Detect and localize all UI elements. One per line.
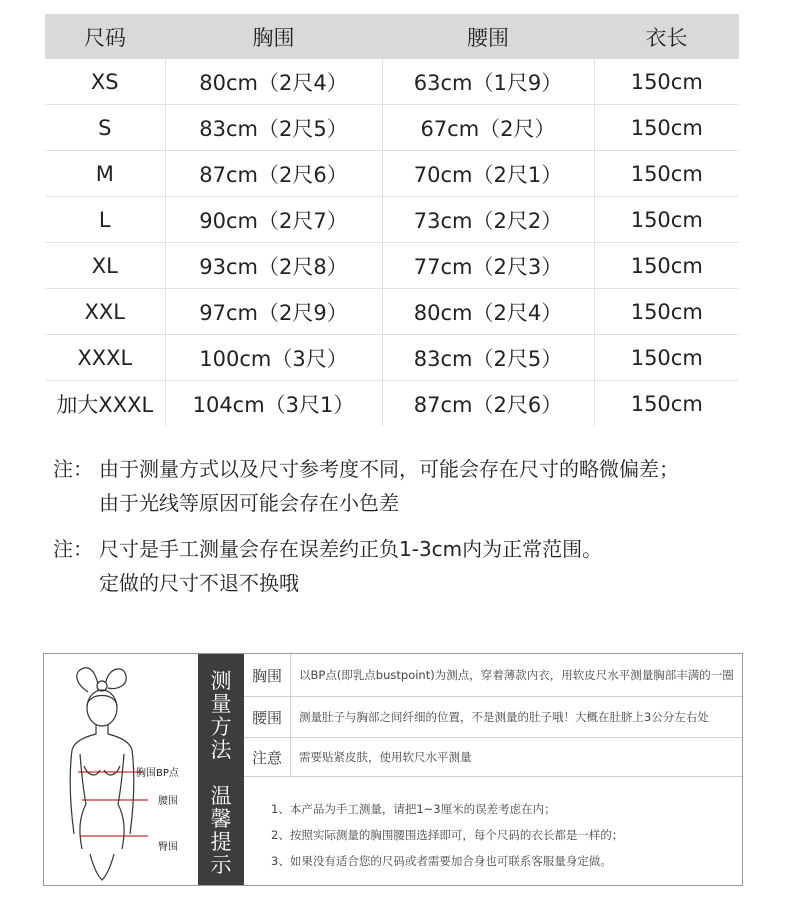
size-cell: XL (45, 243, 165, 289)
waist-cell: 83cm（2尺5） (382, 335, 594, 381)
header-bust: 胸围 (165, 14, 382, 59)
waist-cell: 77cm（2尺3） (382, 243, 594, 289)
method-row-label: 注意 (244, 738, 291, 776)
length-cell: 150cm (594, 243, 739, 289)
notes-section (53, 452, 679, 600)
method-row-desc: 需要贴紧皮肤，使用软尺水平测量 (299, 750, 472, 764)
method-title-char: 测 (210, 668, 232, 693)
figure-label-hip: 臀围 (158, 842, 178, 853)
table-row (45, 243, 739, 289)
table-row (45, 105, 739, 151)
bust-cell: 87cm（2尺6） (165, 151, 382, 197)
method-row-waist (244, 697, 742, 738)
size-cell: XS (45, 59, 165, 105)
length-cell: 150cm (594, 197, 739, 243)
length-cell: 150cm (594, 335, 739, 381)
method-row-desc: 测量肚子与胸部之间纤细的位置，不是测量的肚子哦！大概在肚脐上3公分左右处 (299, 710, 709, 724)
waist-cell: 80cm（2尺4） (382, 289, 594, 335)
method-title-char: 方 (210, 714, 232, 739)
method-title (198, 654, 244, 777)
tips-title-char: 示 (210, 853, 232, 877)
table-row (45, 335, 739, 381)
table-row (45, 59, 739, 105)
method-title-char: 量 (210, 691, 232, 716)
size-table (45, 14, 739, 426)
table-row (45, 197, 739, 243)
method-row-label: 腰围 (244, 697, 291, 737)
figure-label-waist: 腰围 (158, 796, 178, 807)
tip-item: 1、本产品为手工测量，请把1~3厘米的误差考虑在内； (271, 802, 556, 816)
figure-label-bp: 胸围BP点 (136, 768, 179, 779)
tips-title (198, 777, 244, 885)
method-title-char: 法 (210, 737, 232, 762)
bust-cell: 97cm（2尺9） (165, 289, 382, 335)
bust-cell: 83cm（2尺5） (165, 105, 382, 151)
method-row-label: 胸围 (244, 654, 291, 696)
length-cell: 150cm (594, 59, 739, 105)
length-cell: 150cm (594, 381, 739, 427)
method-row-desc: 以BP点(即乳点bustpoint)为测点，穿着薄款内衣，用软皮尺水平测量胸部丰满的一圈 (299, 668, 734, 682)
tips-title-char: 提 (210, 830, 232, 854)
size-cell: S (45, 105, 165, 151)
waist-cell: 87cm（2尺6） (382, 381, 594, 427)
bust-cell: 104cm（3尺1） (165, 381, 382, 427)
note-line: 由于光线等原因可能会存在小色差 (99, 491, 399, 515)
bust-cell: 90cm（2尺7） (165, 197, 382, 243)
bust-cell: 80cm（2尺4） (165, 59, 382, 105)
waist-cell: 63cm（1尺9） (382, 59, 594, 105)
bust-cell: 100cm（3尺） (165, 335, 382, 381)
tip-item: 3、如果没有适合您的尺码或者需要加合身也可联系客服量身定做。 (271, 854, 612, 868)
tips-title-char: 温 (210, 784, 232, 808)
size-cell: XXL (45, 289, 165, 335)
note-item (53, 532, 679, 600)
bust-cell: 93cm（2尺8） (165, 243, 382, 289)
method-row-bust (244, 654, 742, 697)
header-length: 衣长 (594, 14, 739, 59)
note-item (53, 452, 679, 520)
waist-cell: 73cm（2尺2） (382, 197, 594, 243)
note-line: 定做的尺寸不退不换哦 (99, 571, 299, 595)
note-prefix: 注： (53, 537, 93, 561)
table-row (45, 151, 739, 197)
header-size: 尺码 (45, 14, 165, 59)
method-row-note (244, 738, 742, 777)
waist-cell: 70cm（2尺1） (382, 151, 594, 197)
header-waist: 腰围 (382, 14, 594, 59)
waist-cell: 67cm（2尺） (382, 105, 594, 151)
size-cell: M (45, 151, 165, 197)
tips-title-char: 馨 (210, 807, 232, 831)
tip-item: 2、按照实际测量的胸围腰围选择即可，每个尺码的衣长都是一样的； (271, 828, 624, 842)
size-cell: L (45, 197, 165, 243)
length-cell: 150cm (594, 105, 739, 151)
table-row (45, 289, 739, 335)
table-row (45, 381, 739, 427)
length-cell: 150cm (594, 289, 739, 335)
note-line: 尺寸是手工测量会存在误差约正负1-3cm内为正常范围。 (99, 537, 603, 561)
note-line: 由于测量方式以及尺寸参考度不同，可能会存在尺寸的略微偏差； (99, 457, 679, 481)
size-cell: 加大XXXL (56, 392, 154, 417)
tips-list (271, 796, 732, 874)
size-table-header (45, 14, 739, 59)
length-cell: 150cm (594, 151, 739, 197)
size-cell: XXXL (45, 335, 165, 381)
body-figure-illustration (44, 654, 196, 885)
note-prefix: 注： (53, 457, 93, 481)
measurement-guide (43, 653, 743, 886)
